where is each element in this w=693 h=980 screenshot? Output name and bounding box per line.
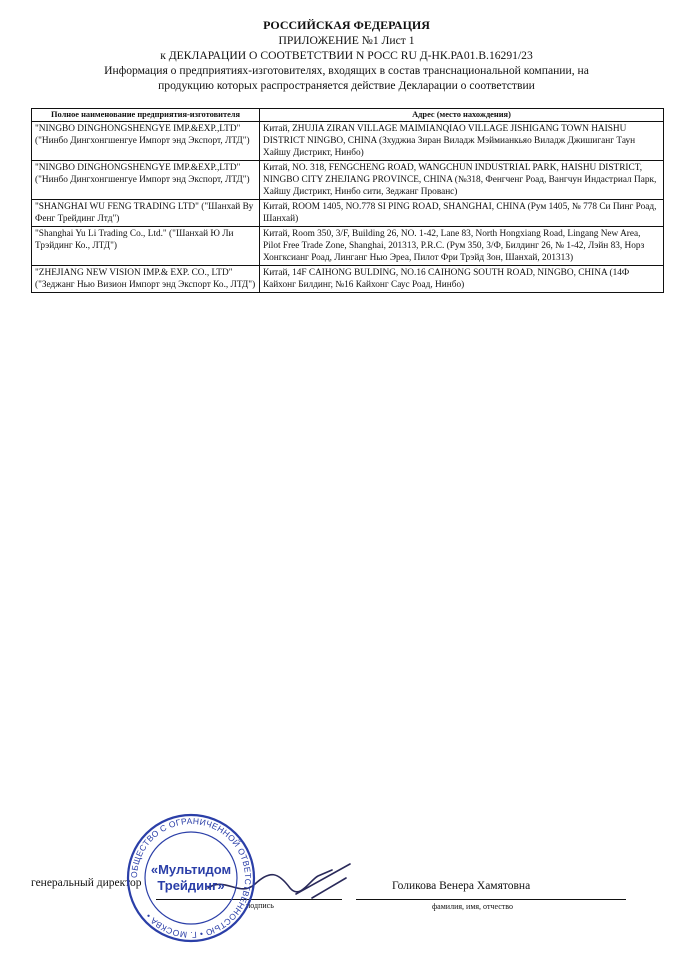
document-header xyxy=(0,18,693,93)
table-row xyxy=(32,122,664,161)
signer-position: генеральный директор xyxy=(31,877,142,889)
manufacturer-name: "NINGBO DINGHONGSHENGYE IMP.&EXP.,LTD" ("Нинбо Дингхонгшенгуе Импорт энд Экспорт, ЛТД") xyxy=(32,122,260,161)
manufacturer-address: Китай, 14F CAIHONG BULDING, NO.16 CAIHONG SOUTH ROAD, NINGBO, CHINA (14Ф Кайхонг Билдинг, №16 Кайхонг Саус Роад, Нинбо) xyxy=(260,266,664,293)
manufacturer-address: Китай, Room 350, 3/F, Building 26, NO. 1-42, Lane 83, North Hongxiang Road, Lingang New Area, Pilot Free Trade Zone, Shanghai, 201313, P.R.C. (Рум 350, 3/Ф, Билдинг 26, № 1-42, Лэйн 83, Норз Хонгксианг Роад, Линганг Нью Эреа, Пилот Фри Трэйд Зон, Шанхай, 201313) xyxy=(260,227,664,266)
table-row xyxy=(32,266,664,293)
signer-name: Голикова Венера Хамятовна xyxy=(392,880,531,892)
table-header-row xyxy=(32,109,664,122)
manufacturers-table xyxy=(31,108,664,293)
manufacturer-name: "ZHEJIANG NEW VISION IMP.& EXP. CO., LTD" ("Зеджанг Нью Визион Импорт энд Экспорт Ко., ЛТД") xyxy=(32,266,260,293)
svg-text:Трейдинг»: Трейдинг» xyxy=(157,878,225,893)
company-stamp xyxy=(125,812,257,944)
manufacturer-address: Китай, NO. 318, FENGCHENG ROAD, WANGCHUN INDUSTRIAL PARK, HAISHU DISTRICT, NINGBO CITY ZHEJIANG PROVINCE, CHINA (№318, Фенгченг Роад, Вангчун Индастриал Парк, Хайшу Дистрикт, Нинбо сити, Зеджанг Прованс) xyxy=(260,161,664,200)
col-header-name: Полное наименование предприятия-изготовителя xyxy=(32,109,260,122)
manufacturer-name: "NINGBO DINGHONGSHENGYE IMP.&EXP.,LTD" ("Нинбо Дингхонгшенгуе Импорт энд Экспорт, ЛТД") xyxy=(32,161,260,200)
table-row xyxy=(32,161,664,200)
col-header-address: Адрес (место нахождения) xyxy=(260,109,664,122)
country-title: РОССИЙСКАЯ ФЕДЕРАЦИЯ xyxy=(263,18,430,32)
appendix-title: ПРИЛОЖЕНИЕ №1 Лист 1 xyxy=(278,34,415,47)
table-row xyxy=(32,227,664,266)
manufacturer-address: Китай, ROOM 1405, NO.778 SI PING ROAD, SHANGHAI, CHINA (Рум 1405, № 778 Си Пинг Роад, Шанхай) xyxy=(260,200,664,227)
description-line-2: продукцию которых распространяется действие Декларации о соответствии xyxy=(158,79,535,92)
svg-text:«Мультидом: «Мультидом xyxy=(150,862,232,877)
svg-text:ОБЩЕСТВО С ОГРАНИЧЕННОЙ ОТВЕТС: ОБЩЕСТВО С ОГРАНИЧЕННОЙ ОТВЕТСТВЕННОСТЬЮ • Г. МОСКВА • xyxy=(128,815,254,941)
declaration-reference: к ДЕКЛАРАЦИИ О СООТВЕТСТВИИ N РОСС RU Д-НК.РА01.В.16291/23 xyxy=(160,49,533,62)
manufacturer-address: Китай, ZHUJIA ZIRAN VILLAGE MAIMIANQIAO VILLAGE JISHIGANG TOWN HAISHU DISTRICT NINGBO, CHINA (Зхуджиа Зиран Виладж Мэймианкьяо Виладж Джишиганг Таун Хайшу Дистрикт, Нинбо) xyxy=(260,122,664,161)
description-line-1: Информация о предприятиях-изготовителях, входящих в состав транснациональной компании, на xyxy=(104,64,589,77)
signature-caption: подпись xyxy=(246,901,274,910)
name-caption: фамилия, имя, отчество xyxy=(432,902,513,911)
table-row xyxy=(32,200,664,227)
manufacturer-name: "SHANGHAI WU FENG TRADING LTD" ("Шанхай Ву Фенг Трейдинг Лтд") xyxy=(32,200,260,227)
name-line xyxy=(356,899,626,900)
manufacturer-name: "Shanghai Yu Li Trading Co., Ltd." ("Шанхай Ю Ли Трэйдинг Ко., ЛТД") xyxy=(32,227,260,266)
